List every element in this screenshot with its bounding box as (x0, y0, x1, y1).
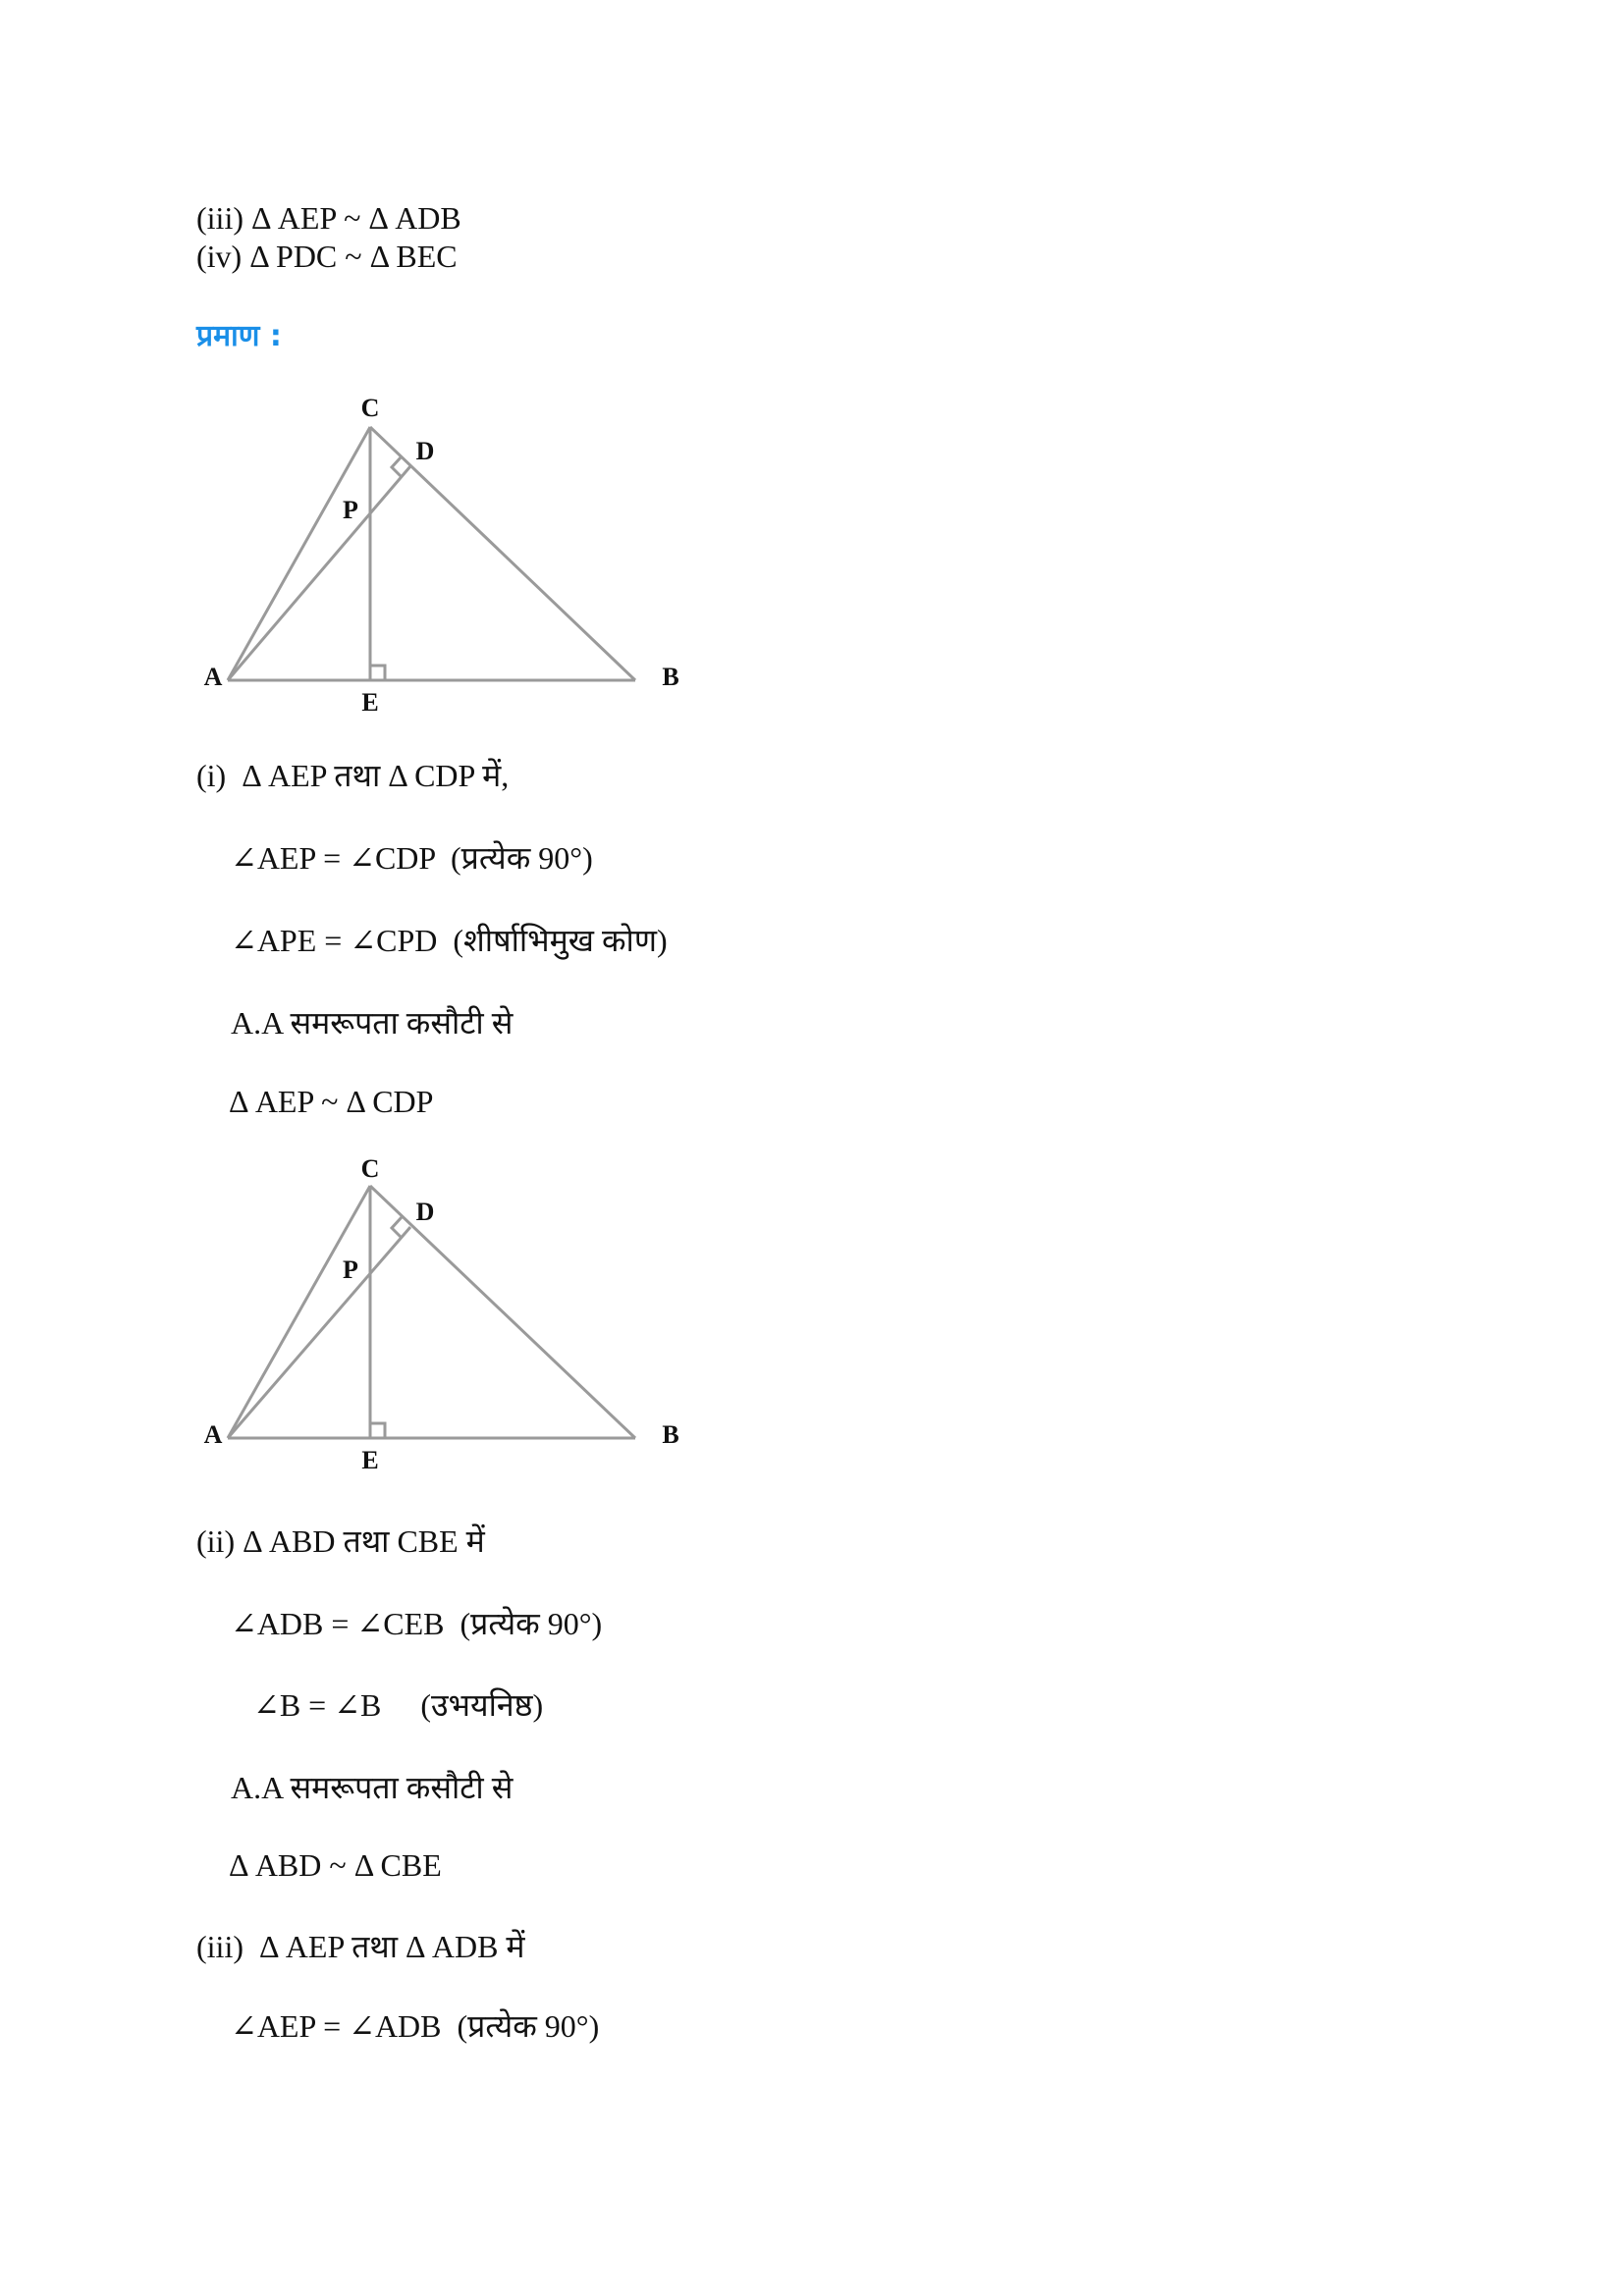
label-c: C (360, 393, 380, 422)
part-i-conclusion: Δ AEP ~ Δ CDP (229, 1084, 434, 1119)
part-iii-title: (iii) Δ AEP तथा Δ ADB में (196, 1929, 525, 1964)
triangle-diagram-2 (177, 1139, 727, 1492)
side-ac (228, 1186, 370, 1438)
triangle-diagram-1 (177, 373, 727, 726)
label-c: C (360, 1153, 380, 1183)
label-b: B (662, 662, 679, 691)
part-i-step-3: A.A समरूपता कसौटी से (231, 1005, 514, 1041)
side-ac (228, 427, 370, 680)
part-i-title: (i) Δ AEP तथा Δ CDP में, (196, 758, 510, 793)
part-i-step-1: ∠AEP = ∠CDP (प्रत्येक 90°) (231, 840, 593, 876)
label-b: B (662, 1419, 679, 1449)
statement-iv: (iv) Δ PDC ~ Δ BEC (196, 239, 458, 274)
label-e: E (361, 687, 379, 717)
label-a: A (203, 662, 223, 691)
statement-iii: (iii) Δ AEP ~ Δ ADB (196, 200, 461, 236)
label-p: P (343, 1255, 358, 1284)
part-ii-step-1: ∠ADB = ∠CEB (प्रत्येक 90°) (231, 1606, 603, 1641)
label-a: A (203, 1419, 223, 1449)
altitude-ad (228, 466, 410, 680)
part-i-step-2: ∠APE = ∠CPD (शीर्षाभिमुख कोण) (231, 923, 668, 958)
part-ii-conclusion: Δ ABD ~ Δ CBE (229, 1847, 442, 1883)
part-ii-title: (ii) Δ ABD तथा CBE में (196, 1523, 485, 1559)
right-angle-mark-e (370, 1423, 385, 1438)
label-e: E (361, 1445, 379, 1474)
altitude-ad (228, 1227, 410, 1438)
label-p: P (343, 495, 358, 524)
part-iii-step-1: ∠AEP = ∠ADB (प्रत्येक 90°) (231, 2008, 600, 2044)
part-ii-step-2: ∠B = ∠B (उभयनिष्ठ) (253, 1687, 544, 1723)
part-ii-step-3: A.A समरूपता कसौटी से (231, 1770, 514, 1805)
right-angle-mark-d (392, 456, 402, 476)
side-cb (370, 427, 635, 680)
right-angle-mark-e (370, 666, 385, 680)
right-angle-mark-d (392, 1217, 402, 1237)
side-cb (370, 1186, 635, 1438)
label-d: D (415, 436, 435, 465)
label-d: D (415, 1197, 435, 1226)
proof-heading: प्रमाण : (196, 319, 282, 353)
